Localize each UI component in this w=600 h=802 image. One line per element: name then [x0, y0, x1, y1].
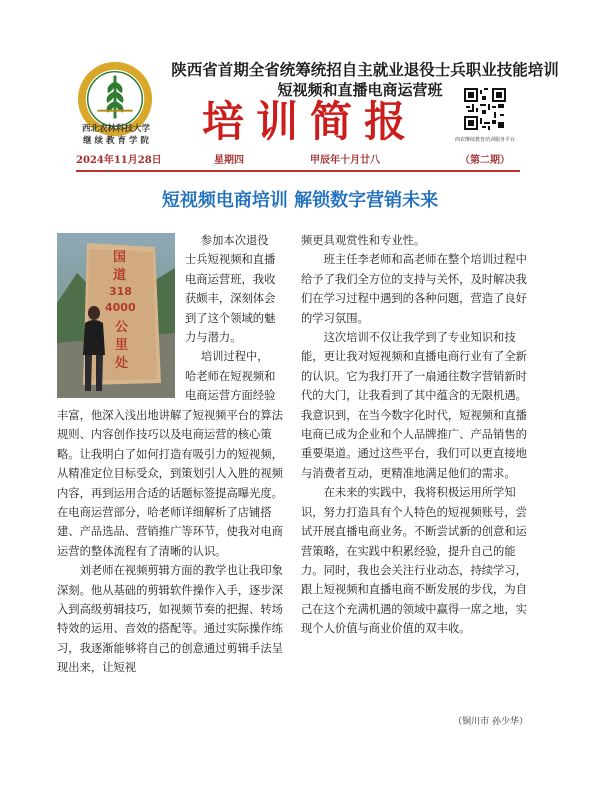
- article-column-left: [185, 231, 285, 406]
- svg-text:4000: 4000: [105, 301, 136, 314]
- masthead-title: 培训简报: [201, 97, 418, 146]
- left-line-7: 培训过程中，: [200, 350, 269, 364]
- left-line-8: 哈老师在短视频和: [185, 369, 276, 383]
- svg-text:道: 道: [113, 268, 127, 283]
- program-title-line2: 短视频和直播电商运营班: [277, 81, 443, 99]
- article-column-left-body: [57, 406, 283, 678]
- left-line-1: 参加本次退役: [200, 234, 269, 247]
- qr-code: [464, 88, 506, 130]
- program-title-line1: 陕西省首期全省统筹统招自主就业退役士兵职业技能培训: [171, 61, 559, 79]
- paragraph-4: 班主任李老师和高老师在整个培训过程中给予了我们全方位的支持与关怀，及时解决我们在学习过程中遇到的各种问题，营造了良好的学习氛围。: [301, 253, 527, 325]
- left-line-3: 电商运营班，我收: [185, 272, 276, 286]
- svg-text:里: 里: [115, 338, 129, 353]
- paragraph-5: 这次培训不仅让我学到了专业知识和技能，更让我对短视频和直播电商行业有了全新的认识。它为我打开了一扇通往数字营销新时代的大门，让我看到了其中蕴含的无限机遇。我意识到，在当今数字化时代，短视频和直播电商已成为企业和个人品牌推广、产品销售的重要渠道。通过这些平台，我们可以更直接地与消费者互动，更精准地满足他们的需求。: [301, 331, 527, 480]
- paragraph-3-cont: 频更具观赏性和专业性。: [301, 234, 426, 247]
- dateline: [76, 151, 520, 167]
- header-divider: [76, 170, 520, 172]
- left-line-2: 士兵短视频和直播: [185, 253, 276, 267]
- paragraph-2: 丰富，他深入浅出地讲解了短视频平台的算法规则、内容创作技巧以及电商运营的核心策略。让我明白了如何打造有吸引力的短视频，从精准定位目标受众，到策划引人入胜的视频内容，再到运用合适的话题标签提高曝光度。在电商运营部分，哈老师详细解析了店铺搭建、产品选品、营销推广等环节，使我对电商运营的整体流程有了清晰的认识。: [57, 409, 283, 558]
- svg-text:公: 公: [115, 320, 129, 335]
- left-line-6: 力与潜力。: [185, 331, 242, 345]
- left-line-5: 到了这个领域的魅: [185, 311, 276, 325]
- svg-text:国: 国: [113, 250, 127, 265]
- left-line-4: 获颇丰，深刻体会: [185, 292, 276, 306]
- article-column-right: [301, 231, 529, 639]
- school-name: [72, 123, 160, 147]
- qr-caption: 西农继续教育培训服务平台: [455, 137, 516, 143]
- article-headline: 短视频电商培训 解锁数字营销未来: [161, 190, 439, 211]
- school-name-line2: 继 续 教 育 学 院: [83, 136, 149, 146]
- paragraph-6: 在未来的实践中，我将积极运用所学知识，努力打造具有个人特色的短视频账号，尝试开展直播电商业务。不断尝试新的创意和运营策略，在实践中积累经验，提升自己的能力。同时，我也会关注行业动态，持续学习，跟上短视频和直播电商不断发展的步伐，为自己在这个充满机遇的领域中赢得一席之地，实现个人价值与商业价值的双丰收。: [301, 486, 527, 636]
- article-photo: [57, 233, 175, 398]
- paragraph-3: 刘老师在视频剪辑方面的教学也让我印象深刻。他从基础的剪辑软件操作入手，逐步深入到高级剪辑技巧，如视频节奏的把握、转场特效的运用、音效的搭配等。通过实际操作练习，我逐渐能够将自己的创意通过剪辑手法呈现出来，让短视: [57, 564, 283, 675]
- weekday: 星期四: [214, 155, 244, 166]
- lunar-date: 甲辰年十月廿八: [310, 155, 380, 166]
- issue-number: （第二期）: [460, 155, 510, 166]
- issue-date: 2024年11月28日: [76, 155, 162, 166]
- author-byline: （铜川市 孙少华）: [453, 717, 528, 727]
- school-name-line1: 西北农林科技大学: [81, 124, 150, 134]
- svg-text:318: 318: [109, 285, 132, 298]
- left-line-9: 电商运营方面经验: [185, 389, 276, 403]
- svg-text:处: 处: [115, 356, 129, 371]
